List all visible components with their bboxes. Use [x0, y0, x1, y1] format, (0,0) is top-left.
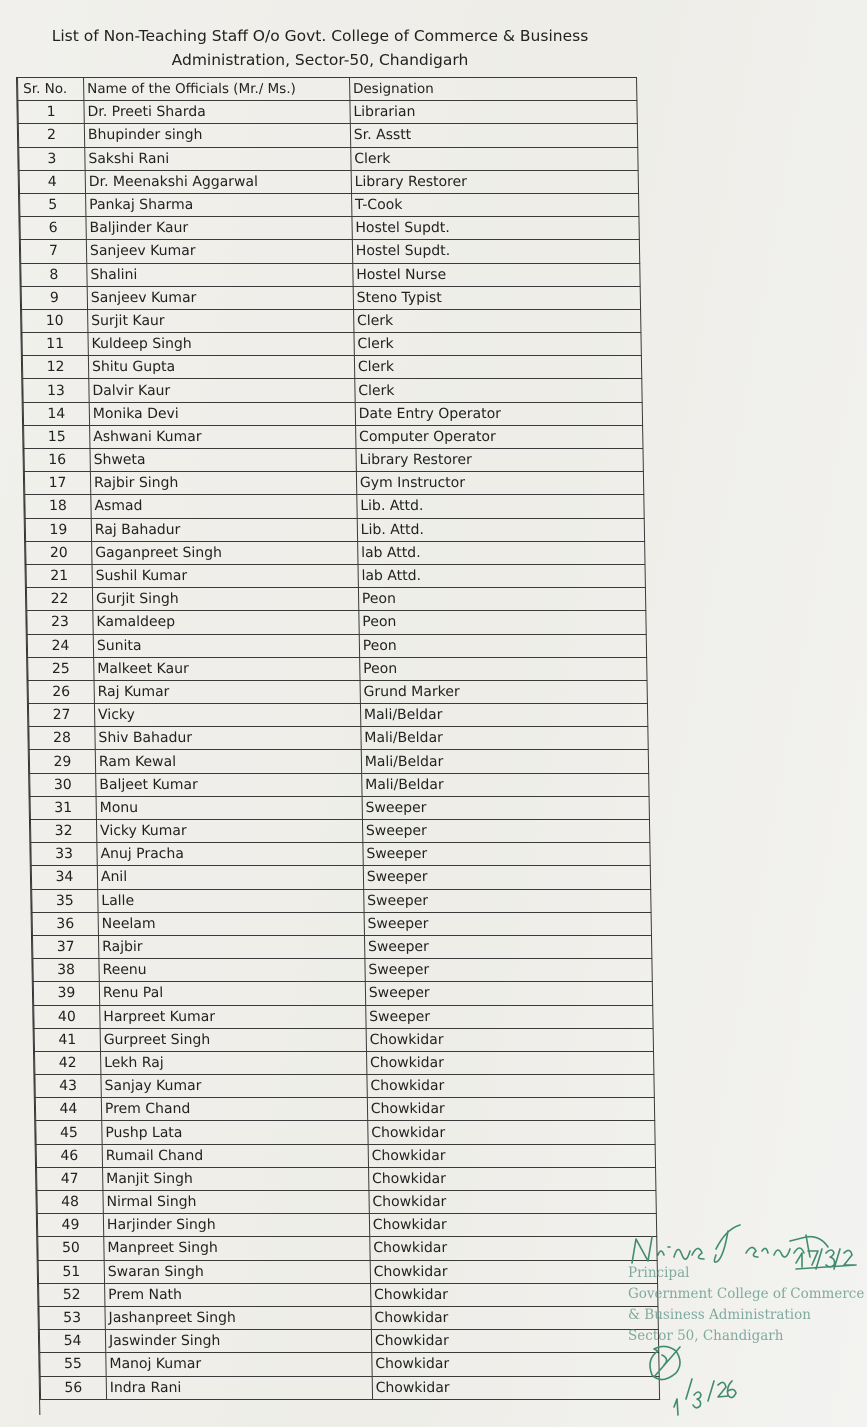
cell-designation: Chowkidar: [367, 1075, 655, 1098]
table-row: [31, 843, 650, 866]
cell-name: Jaswinder Singh: [105, 1330, 371, 1353]
table-row: [40, 1353, 659, 1376]
cell-designation: Chowkidar: [367, 1098, 655, 1121]
cell-name: Anuj Pracha: [97, 843, 363, 866]
cell-sr-no: 8: [21, 263, 87, 286]
cell-designation: Sweeper: [362, 796, 650, 819]
cell-designation: lab Attd.: [357, 541, 645, 564]
cell-designation: Sweeper: [365, 982, 653, 1005]
cell-name: Manjit Singh: [102, 1167, 368, 1190]
cell-name: Indra Rani: [106, 1376, 372, 1399]
cell-sr-no: 38: [33, 959, 99, 982]
table-row: [22, 333, 641, 356]
cell-name: Pankaj Sharma: [85, 193, 351, 216]
cell-sr-no: 3: [19, 147, 85, 170]
cell-sr-no: 56: [40, 1376, 106, 1399]
table-row: [21, 286, 640, 309]
table-row: [24, 425, 643, 448]
cell-sr-no: 43: [35, 1075, 101, 1098]
cell-designation: Sweeper: [363, 889, 651, 912]
cell-name: Sunita: [93, 634, 359, 657]
table-row: [36, 1144, 655, 1167]
cell-designation: Clerk: [353, 309, 641, 332]
table-row: [18, 124, 637, 147]
table-row: [30, 796, 649, 819]
table-row: [20, 217, 639, 240]
cell-designation: Hostel Supdt.: [352, 240, 640, 263]
table-row: [19, 170, 638, 193]
table-row: [22, 356, 641, 379]
table-row: [39, 1283, 658, 1306]
cell-designation: Mali/Beldar: [361, 750, 649, 773]
cell-name: Vicky Kumar: [96, 820, 362, 843]
cell-designation: Librarian: [350, 101, 638, 124]
cell-name: Rumail Chand: [102, 1144, 368, 1167]
cell-sr-no: 34: [31, 866, 97, 889]
cell-sr-no: 42: [35, 1051, 101, 1074]
table-body: [18, 101, 660, 1400]
cell-designation: Mali/Beldar: [361, 773, 649, 796]
table-row: [35, 1098, 654, 1121]
staff-table-wrapper: [16, 77, 660, 1415]
cell-sr-no: 31: [30, 796, 96, 819]
cell-designation: Grund Marker: [360, 680, 648, 703]
cell-designation: Chowkidar: [370, 1283, 658, 1306]
cell-name: Rajbir: [98, 935, 364, 958]
cell-sr-no: 49: [37, 1214, 103, 1237]
table-row: [18, 101, 637, 124]
table-row: [38, 1237, 657, 1260]
cell-designation: Chowkidar: [371, 1330, 659, 1353]
cell-name: Jashanpreet Singh: [105, 1306, 371, 1329]
cell-designation: Chowkidar: [368, 1121, 656, 1144]
cell-name: Asmad: [91, 495, 357, 518]
cell-designation: Peon: [359, 634, 647, 657]
cell-sr-no: 24: [27, 634, 93, 657]
cell-designation: Library Restorer: [356, 449, 644, 472]
cell-name: Shweta: [90, 449, 356, 472]
cell-name: Raj Bahadur: [91, 518, 357, 541]
table-row: [37, 1214, 656, 1237]
cell-name: Sushil Kumar: [92, 564, 358, 587]
table-row: [33, 982, 652, 1005]
table-row: [37, 1167, 656, 1190]
cell-sr-no: 23: [27, 611, 93, 634]
cell-sr-no: 47: [37, 1167, 103, 1190]
cell-designation: Hostel Supdt.: [352, 217, 640, 240]
cell-sr-no: 5: [20, 193, 86, 216]
cell-name: Manpreet Singh: [104, 1237, 370, 1260]
table-row: [22, 309, 641, 332]
cell-sr-no: 7: [20, 240, 86, 263]
table-row: [20, 193, 639, 216]
table-row: [21, 263, 640, 286]
cell-sr-no: 20: [26, 541, 92, 564]
table-row: [40, 1376, 659, 1399]
cell-name: Sanjeev Kumar: [86, 240, 352, 263]
cell-designation: Lib. Attd.: [357, 495, 645, 518]
cell-designation: Sweeper: [364, 935, 652, 958]
cell-sr-no: 18: [25, 495, 91, 518]
cell-designation: Gym Instructor: [356, 472, 644, 495]
cell-designation: Chowkidar: [372, 1353, 660, 1376]
table-row: [32, 889, 651, 912]
cell-name: Monu: [96, 796, 362, 819]
cell-name: Ram Kewal: [95, 750, 361, 773]
cell-name: Lalle: [98, 889, 364, 912]
cell-designation: Sr. Asstt: [350, 124, 638, 147]
cell-sr-no: 40: [34, 1005, 100, 1028]
cell-name: Gurpreet Singh: [100, 1028, 366, 1051]
cell-name: Vicky: [94, 704, 360, 727]
cell-name: Neelam: [98, 912, 364, 935]
cell-designation: Clerk: [354, 333, 642, 356]
cell-name: Kuldeep Singh: [88, 333, 354, 356]
cell-sr-no: 26: [28, 680, 94, 703]
cell-sr-no: 51: [38, 1260, 104, 1283]
cell-sr-no: 9: [21, 286, 87, 309]
cell-sr-no: 53: [39, 1306, 105, 1329]
cell-designation: Hostel Nurse: [353, 263, 641, 286]
cell-name: Pushp Lata: [102, 1121, 368, 1144]
cell-name: Manoj Kumar: [106, 1353, 372, 1376]
cell-designation: Peon: [359, 611, 647, 634]
cell-designation: Sweeper: [364, 912, 652, 935]
table-row: [28, 657, 647, 680]
cell-name: Dalvir Kaur: [89, 379, 355, 402]
table-row: [20, 240, 639, 263]
table-row: [32, 912, 651, 935]
cell-name: Raj Kumar: [94, 680, 360, 703]
cell-name: Harjinder Singh: [103, 1214, 369, 1237]
cell-designation: Mali/Beldar: [360, 704, 648, 727]
cell-name: Malkeet Kaur: [94, 657, 360, 680]
cell-sr-no: 48: [37, 1191, 103, 1214]
cell-name: Surjit Kaur: [88, 309, 354, 332]
cell-designation: Peon: [359, 657, 647, 680]
cell-sr-no: 45: [36, 1121, 102, 1144]
table-row: [26, 541, 645, 564]
cell-designation: Sweeper: [362, 820, 650, 843]
cell-sr-no: 33: [31, 843, 97, 866]
cell-designation: Steno Typist: [353, 286, 641, 309]
cell-sr-no: 30: [30, 773, 96, 796]
stamp-line-2: Government College of Commerce: [628, 1286, 865, 1302]
cell-sr-no: 17: [24, 472, 90, 495]
column-header-sr-no: Sr. No.: [18, 78, 84, 101]
cell-sr-no: 36: [32, 912, 98, 935]
signature-block: [628, 1205, 867, 1427]
cell-name: Sanjeev Kumar: [87, 286, 353, 309]
cell-name: Anil: [97, 866, 363, 889]
cell-sr-no: 19: [25, 518, 91, 541]
table-header-row: [18, 78, 637, 101]
cell-sr-no: 2: [18, 124, 84, 147]
cell-sr-no: 10: [22, 309, 88, 332]
cell-sr-no: 46: [36, 1144, 102, 1167]
table-row: [24, 449, 643, 472]
cell-sr-no: 1: [18, 101, 84, 124]
cell-designation: Sweeper: [363, 843, 651, 866]
stamp-line-3: & Business Administration: [628, 1307, 811, 1323]
table-row: [37, 1191, 656, 1214]
cell-name: Shalini: [87, 263, 353, 286]
table-row: [28, 680, 647, 703]
table-row: [26, 588, 645, 611]
table-row: [30, 773, 649, 796]
cell-sr-no: 50: [38, 1237, 104, 1260]
table-row: [25, 495, 644, 518]
cell-designation: lab Attd.: [358, 564, 646, 587]
table-row: [36, 1121, 655, 1144]
document-title: [10, 24, 630, 72]
cell-sr-no: 44: [35, 1098, 101, 1121]
cell-name: Harpreet Kumar: [100, 1005, 366, 1028]
table-row: [34, 1028, 653, 1051]
table-row: [30, 820, 649, 843]
cell-designation: Chowkidar: [371, 1306, 659, 1329]
cell-name: Monika Devi: [89, 402, 355, 425]
cell-designation: Chowkidar: [368, 1144, 656, 1167]
cell-sr-no: 54: [39, 1330, 105, 1353]
cell-sr-no: 35: [32, 889, 98, 912]
cell-sr-no: 16: [24, 449, 90, 472]
cell-sr-no: 12: [22, 356, 88, 379]
cell-designation: Chowkidar: [369, 1191, 657, 1214]
cell-name: Gurjit Singh: [92, 588, 358, 611]
cell-name: Dr. Meenakshi Aggarwal: [85, 170, 351, 193]
cell-designation: Chowkidar: [368, 1167, 656, 1190]
cell-name: Prem Nath: [105, 1283, 371, 1306]
cell-designation: T-Cook: [351, 193, 639, 216]
cell-sr-no: 15: [24, 425, 90, 448]
column-header-designation: Designation: [349, 78, 637, 101]
cell-designation: Clerk: [355, 379, 643, 402]
cell-name: Sanjay Kumar: [101, 1075, 367, 1098]
cell-sr-no: 22: [26, 588, 92, 611]
cell-designation: Chowkidar: [372, 1376, 660, 1399]
cell-name: Shitu Gupta: [88, 356, 354, 379]
cell-name: Sakshi Rani: [85, 147, 351, 170]
cell-name: Bhupinder singh: [84, 124, 350, 147]
cell-designation: Chowkidar: [366, 1051, 654, 1074]
table-row: [25, 518, 644, 541]
stamp-line-4: Sector 50, Chandigarh: [628, 1328, 784, 1344]
cell-designation: Lib. Attd.: [357, 518, 645, 541]
cell-name: Baljinder Kaur: [86, 217, 352, 240]
staff-table: [17, 77, 660, 1400]
cell-designation: Clerk: [354, 356, 642, 379]
cell-name: Shiv Bahadur: [95, 727, 361, 750]
cell-name: Baljeet Kumar: [96, 773, 362, 796]
cell-designation: Clerk: [351, 147, 639, 170]
cell-sr-no: 37: [32, 935, 98, 958]
cell-sr-no: 41: [34, 1028, 100, 1051]
cell-name: Rajbir Singh: [90, 472, 356, 495]
cell-sr-no: 55: [40, 1353, 106, 1376]
table-row: [34, 1005, 653, 1028]
table-row: [27, 634, 646, 657]
cell-designation: Computer Operator: [355, 425, 643, 448]
cell-sr-no: 25: [28, 657, 94, 680]
cell-designation: Sweeper: [366, 1005, 654, 1028]
cell-designation: Sweeper: [365, 959, 653, 982]
cell-designation: Sweeper: [363, 866, 651, 889]
cell-name: Dr. Preeti Sharda: [84, 101, 350, 124]
cell-name: Prem Chand: [101, 1098, 367, 1121]
cell-sr-no: 4: [19, 170, 85, 193]
table-row: [27, 611, 646, 634]
title-line-1: List of Non-Teaching Staff O/o Govt. College of Commerce & Business: [51, 27, 589, 45]
cell-sr-no: 28: [29, 727, 95, 750]
title-line-2: Administration, Sector-50, Chandigarh: [171, 51, 469, 69]
cell-sr-no: 6: [20, 217, 86, 240]
table-row: [35, 1075, 654, 1098]
table-row: [38, 1260, 657, 1283]
cell-sr-no: 13: [23, 379, 89, 402]
cell-name: Reenu: [99, 959, 365, 982]
cell-name: Ashwani Kumar: [90, 425, 356, 448]
table-row: [23, 402, 642, 425]
cell-name: Kamaldeep: [93, 611, 359, 634]
cell-name: Renu Pal: [99, 982, 365, 1005]
official-stamp: [628, 1263, 867, 1347]
cell-designation: Chowkidar: [369, 1214, 657, 1237]
cell-sr-no: 52: [39, 1283, 105, 1306]
cell-name: Gaganpreet Singh: [92, 541, 358, 564]
table-row: [24, 472, 643, 495]
cell-sr-no: 11: [22, 333, 88, 356]
cell-sr-no: 21: [26, 564, 92, 587]
column-header-name: Name of the Officials (Mr./ Ms.): [83, 78, 349, 101]
cell-sr-no: 39: [33, 982, 99, 1005]
table-row: [23, 379, 642, 402]
table-row: [35, 1051, 654, 1074]
cell-designation: Library Restorer: [351, 170, 639, 193]
table-row: [32, 935, 651, 958]
cell-designation: Chowkidar: [366, 1028, 654, 1051]
table-row: [33, 959, 652, 982]
cell-sr-no: 14: [23, 402, 89, 425]
cell-designation: Peon: [358, 588, 646, 611]
cell-designation: Chowkidar: [370, 1260, 658, 1283]
stamp-line-1: Principal: [628, 1265, 690, 1281]
table-row: [39, 1330, 658, 1353]
table-row: [29, 727, 648, 750]
cell-sr-no: 27: [28, 704, 94, 727]
table-row: [26, 564, 645, 587]
table-row: [31, 866, 650, 889]
cell-sr-no: 29: [29, 750, 95, 773]
cell-name: Nirmal Singh: [103, 1191, 369, 1214]
table-row: [29, 750, 648, 773]
cell-designation: Chowkidar: [370, 1237, 658, 1260]
table-row: [19, 147, 638, 170]
cell-designation: Mali/Beldar: [361, 727, 649, 750]
cell-name: Swaran Singh: [104, 1260, 370, 1283]
cell-sr-no: 32: [30, 820, 96, 843]
table-row: [28, 704, 647, 727]
cell-designation: Date Entry Operator: [355, 402, 643, 425]
table-row: [39, 1306, 658, 1329]
cell-name: Lekh Raj: [100, 1051, 366, 1074]
